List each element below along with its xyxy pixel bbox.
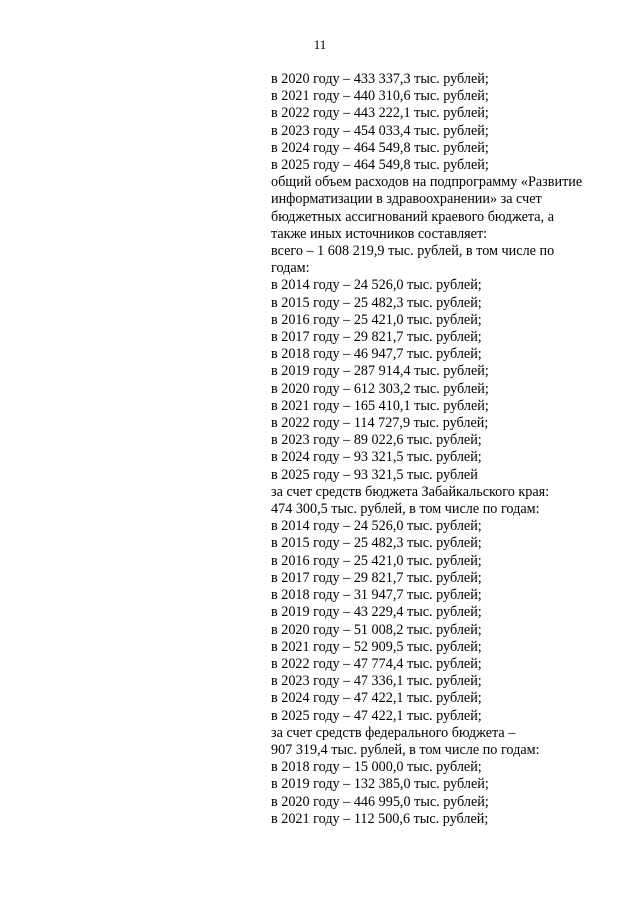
document-body [271, 71, 587, 828]
text-line: бюджетных ассигнований краевого бюджета, а [271, 208, 554, 225]
text-line: в 2020 году – 446 995,0 тыс. рублей; [271, 793, 489, 810]
text-line: 907 319,4 тыс. рублей, в том числе по годам: [271, 741, 540, 758]
text-line: также иных источников составляет: [271, 225, 488, 242]
text-line: в 2023 году – 89 022,6 тыс. рублей; [271, 432, 482, 449]
text-line: в 2025 году – 93 321,5 тыс. рублей [271, 466, 478, 483]
text-line: в 2022 году – 443 222,1 тыс. рублей; [271, 105, 489, 122]
text-line: в 2017 году – 29 821,7 тыс. рублей; [271, 329, 482, 346]
text-line: в 2020 году – 612 303,2 тыс. рублей; [271, 380, 489, 397]
text-line: в 2022 году – 114 727,9 тыс. рублей; [271, 415, 489, 432]
page-number: 11 [313, 37, 327, 52]
text-line: в 2021 году – 52 909,5 тыс. рублей; [271, 638, 482, 655]
text-line: в 2025 году – 464 549,8 тыс. рублей; [271, 157, 489, 174]
text-line: в 2017 году – 29 821,7 тыс. рублей; [271, 569, 482, 586]
text-line: в 2014 году – 24 526,0 тыс. рублей; [271, 518, 482, 535]
text-line: 474 300,5 тыс. рублей, в том числе по годам: [271, 501, 540, 518]
text-line: за счет средств бюджета Забайкальского края: [271, 483, 550, 500]
text-line: в 2018 году – 46 947,7 тыс. рублей; [271, 346, 482, 363]
text-line: в 2019 году – 132 385,0 тыс. рублей; [271, 776, 489, 793]
text-line: в 2016 году – 25 421,0 тыс. рублей; [271, 552, 482, 569]
text-line: в 2020 году – 433 337,3 тыс. рублей; [271, 71, 489, 87]
text-line: в 2022 году – 47 774,4 тыс. рублей; [271, 655, 482, 672]
text-line: в 2019 году – 43 229,4 тыс. рублей; [271, 604, 482, 621]
text-line: в 2023 году – 454 033,4 тыс. рублей; [271, 122, 489, 139]
text-line: в 2024 году – 47 422,1 тыс. рублей; [271, 690, 482, 707]
text-line: за счет средств федерального бюджета – [271, 724, 516, 741]
text-line: всего – 1 608 219,9 тыс. рублей, в том числе по [271, 243, 555, 260]
text-line: годам: [271, 260, 310, 277]
text-line: в 2019 году – 287 914,4 тыс. рублей; [271, 363, 489, 380]
text-line: общий объем расходов на подпрограмму «Развитие [271, 174, 583, 191]
text-line: в 2014 году – 24 526,0 тыс. рублей; [271, 277, 482, 294]
text-line: в 2023 году – 47 336,1 тыс. рублей; [271, 673, 482, 690]
text-line: в 2015 году – 25 482,3 тыс. рублей; [271, 535, 482, 552]
text-line: в 2018 году – 15 000,0 тыс. рублей; [271, 759, 482, 776]
text-line: в 2021 году – 440 310,6 тыс. рублей; [271, 88, 489, 105]
text-line: в 2018 году – 31 947,7 тыс. рублей; [271, 587, 482, 604]
text-line: в 2020 году – 51 008,2 тыс. рублей; [271, 621, 482, 638]
text-line: в 2016 году – 25 421,0 тыс. рублей; [271, 311, 482, 328]
text-line: в 2025 году – 47 422,1 тыс. рублей; [271, 707, 482, 724]
text-line: в 2024 году – 93 321,5 тыс. рублей; [271, 449, 482, 466]
text-line: в 2015 году – 25 482,3 тыс. рублей; [271, 294, 482, 311]
text-line: в 2021 году – 165 410,1 тыс. рублей; [271, 397, 489, 414]
text-line: в 2021 году – 112 500,6 тыс. рублей; [271, 810, 489, 827]
text-line: информатизации в здравоохранении» за счет [271, 191, 542, 208]
text-line: в 2024 году – 464 549,8 тыс. рублей; [271, 139, 489, 156]
